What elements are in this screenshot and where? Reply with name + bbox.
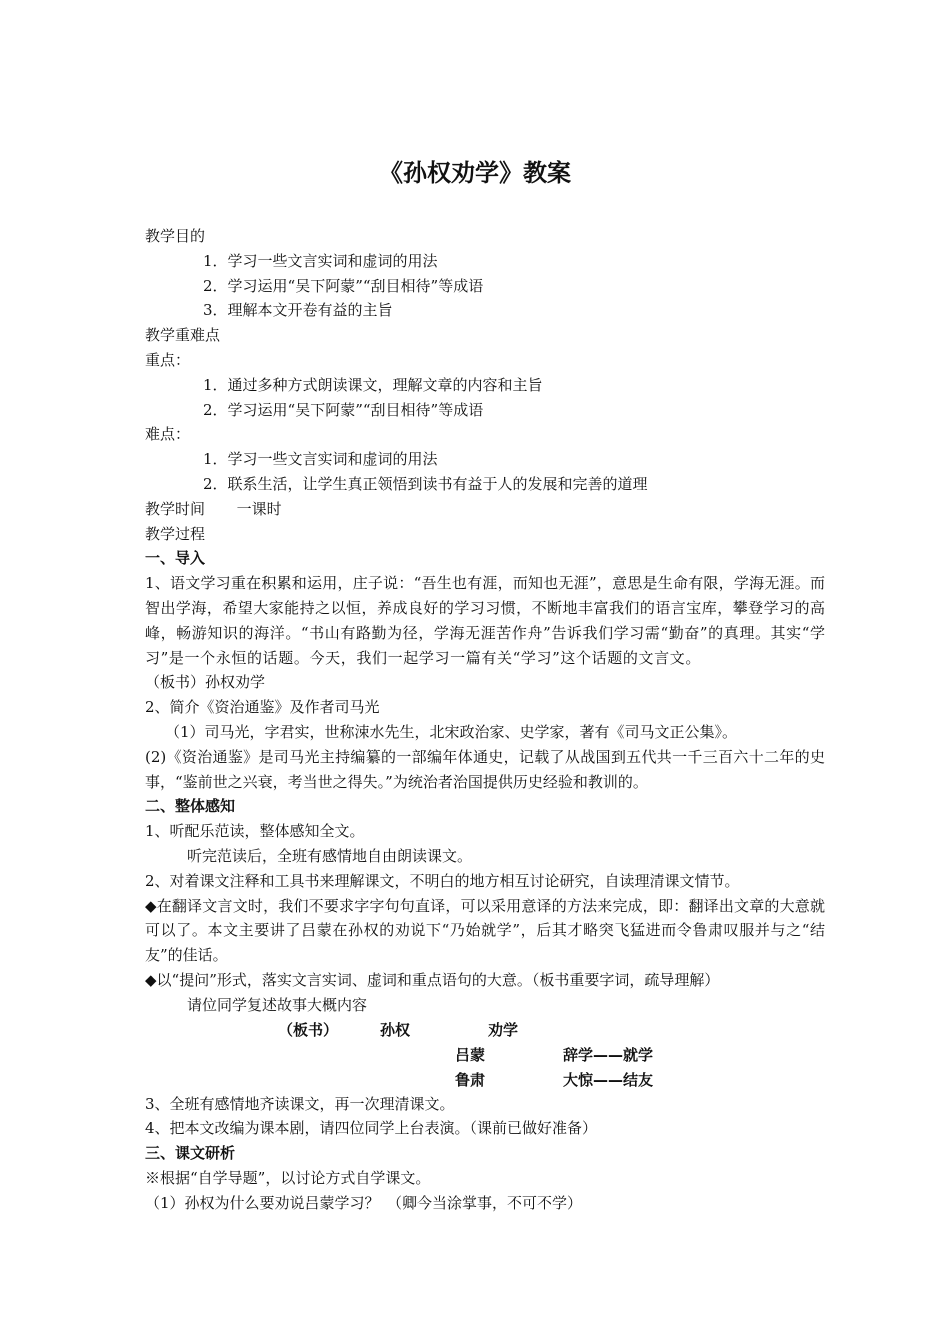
board-lusu: 鲁肃 xyxy=(455,1070,486,1089)
overall-translation-note: ◆在翻译文言文时，我们不要求字字句句直译，可以采用意译的方法来完成，即：翻译出文章的大意就可以了。本文主要讲了吕蒙在孙权的劝说下“乃始就学”，后其才略突飞猛进而令鲁肃叹服并与之“结友”的佳话。 xyxy=(145,896,825,965)
overall-retell-note: 请位同学复述故事大概内容 xyxy=(187,995,368,1014)
intro-text: 1、语文学习重在积累和运用，庄子说：“吾生也有涯，而知也无涯”，意思是生命有限，学海无涯。而智出学海，希望大家能持之以恒，养成良好的学习习惯，不断地丰富我们的语言宝库，攀登学习的高峰，畅游知识的海洋。“书山有路勤为径，学海无涯苦作舟”告诉我们学习需“勤奋”的真理。其实“学习”是一个永恒的话题。今天，我们一起学习一篇有关“学习”这个话题的文言文。 xyxy=(145,574,825,667)
board-sunquan: 孙权 xyxy=(380,1020,411,1039)
study-note: ※根据“自学导题”，以讨论方式自学课文。 xyxy=(145,1168,431,1187)
board-lusu-change: 大惊——结友 xyxy=(563,1070,654,1089)
intro-board-text: （板书）孙权劝学 xyxy=(145,673,266,692)
overall-item-1-detail: 听完范读后，全班有感情地自由朗读课文。 xyxy=(187,846,473,865)
section-heading-overall: 二、整体感知 xyxy=(145,797,236,816)
overall-item-3: 3、全班有感情地齐读课文，再一次理清课文。 xyxy=(145,1094,455,1113)
teaching-time-label: 教学时间 xyxy=(145,499,206,518)
board-lvmeng: 吕蒙 xyxy=(455,1045,486,1064)
objective-item: 2．学习运用“吴下阿蒙”“刮目相待”等成语 xyxy=(203,276,484,295)
hard-point-item: 2．联系生活，让学生真正领悟到读书有益于人的发展和完善的道理 xyxy=(203,474,648,493)
document-body xyxy=(145,224,825,1215)
difficulty-label: 教学重难点 xyxy=(145,326,221,345)
intro-item-2: 2、简介《资治通鉴》及作者司马光 xyxy=(145,698,380,717)
objectives-label: 教学目的 xyxy=(145,227,206,245)
section-heading-study: 三、课文研析 xyxy=(145,1144,236,1163)
objective-item: 3．理解本文开卷有益的主旨 xyxy=(203,301,393,320)
key-points-label: 重点： xyxy=(145,350,191,369)
key-point-item: 1．通过多种方式朗读课文，理解文章的内容和主旨 xyxy=(203,375,543,394)
overall-item-2: 2、对着课文注释和工具书来理解课文，不明白的地方相互讨论研究，自读理清课文情节。 xyxy=(145,871,740,890)
intro-book-note: (2)《资治通鉴》是司马光主持编纂的一部编年体通史，记载了从战国到五代共一千三百六十二年的史事，“鉴前世之兴衰，考当世之得失。”为统治者治国提供历史经验和教训的。 xyxy=(145,747,825,791)
overall-question-note: ◆以“提问”形式，落实文言实词、虚词和重点语句的大意。（板书重要字词，疏导理解） xyxy=(145,970,720,989)
hard-point-item: 1．学习一些文言实词和虚词的用法 xyxy=(203,450,438,469)
board-quanxue: 劝学 xyxy=(488,1020,519,1039)
teaching-time xyxy=(145,497,825,522)
intro-paragraph xyxy=(145,571,825,695)
process-label: 教学过程 xyxy=(145,524,206,543)
overall-item-4: 4、把本文改编为课本剧，请四位同学上台表演。（课前已做好准备） xyxy=(145,1119,598,1138)
key-point-item: 2．学习运用“吴下阿蒙”“刮目相待”等成语 xyxy=(203,400,484,419)
blackboard-outline xyxy=(145,1018,825,1092)
section-heading-intro: 一、导入 xyxy=(145,549,206,568)
hard-points-label: 难点： xyxy=(145,425,191,444)
overall-item-1: 1、听配乐范读，整体感知全文。 xyxy=(145,822,365,841)
study-question-1: （1）孙权为什么要劝说吕蒙学习？ （卿今当涂掌事，不可不学） xyxy=(145,1193,583,1212)
intro-author-note: （1）司马光，字君实，世称涑水先生，北宋政治家、史学家，著有《司马文正公集》。 xyxy=(165,722,738,741)
teaching-time-value: 一课时 xyxy=(236,499,282,518)
document-title: 《孙权劝学》教案 xyxy=(379,159,571,187)
board-label: （板书） xyxy=(278,1020,339,1039)
objective-item: 1．学习一些文言实词和虚词的用法 xyxy=(203,251,438,270)
board-lvmeng-change: 辞学——就学 xyxy=(563,1045,654,1064)
